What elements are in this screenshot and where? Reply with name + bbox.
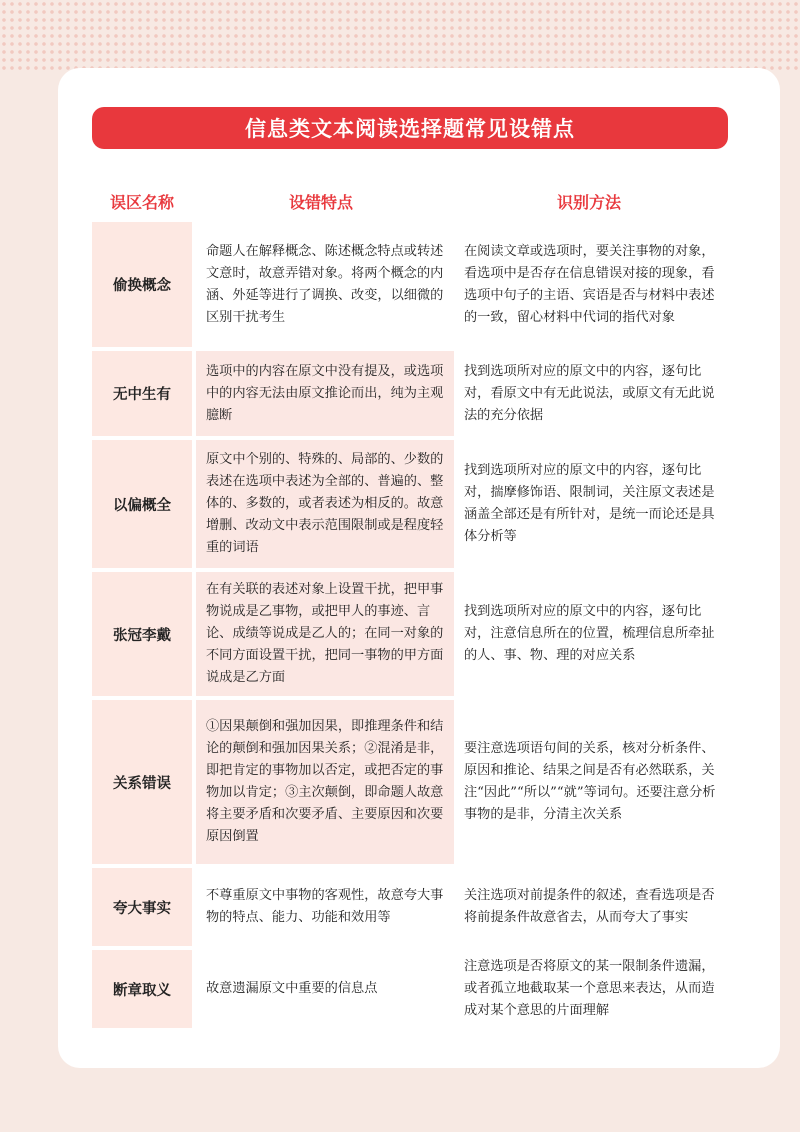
table-row	[92, 700, 728, 864]
table-header	[92, 180, 728, 222]
row-method: 找到选项所对应的原文中的内容，逐句比对，揣摩修饰语、限制词，关注原文表述是涵盖全部还是有所针对，是统一而论还是具体分析等	[454, 440, 728, 568]
table-row	[92, 950, 728, 1028]
row-features: ①因果颠倒和强加因果，即推理条件和结论的颠倒和强加因果关系；②混淆是非，即把肯定的事物加以否定，或把否定的事物加以肯定；③主次颠倒，即命题人故意将主要矛盾和次要矛盾、主要原因和次要原因倒置	[196, 700, 454, 864]
row-method: 要注意选项语句间的关系，核对分析条件、原因和推论、结果之间是否有必然联系，关注“因此”“所以”“就”等词句。还要注意分析事物的是非，分清主次关系	[454, 700, 728, 864]
page-title: 信息类文本阅读选择题常见设错点	[92, 107, 728, 149]
header-method: 识别方法	[556, 192, 621, 212]
table-row	[92, 222, 728, 347]
header-features: 设错特点	[288, 192, 353, 212]
row-method: 找到选项所对应的原文中的内容，逐句比对，注意信息所在的位置，梳理信息所牵扯的人、事、物、理的对应关系	[454, 572, 728, 696]
row-name: 偷换概念	[92, 222, 192, 347]
row-features: 在有关联的表述对象上设置干扰，把甲事物说成是乙事物，或把甲人的事迹、言论、成绩等说成是乙人的；在同一对象的不同方面设置干扰，把同一事物的甲方面说成是乙方面	[196, 572, 454, 696]
header-name: 误区名称	[109, 192, 174, 212]
table-row	[92, 440, 728, 568]
row-features: 原文中个别的、特殊的、局部的、少数的表述在选项中表述为全部的、普遍的、整体的、多数的，或者表述为相反的。故意增删、改动文中表示范围限制或是程度轻重的词语	[196, 440, 454, 568]
row-method: 找到选项所对应的原文中的内容，逐句比对，看原文中有无此说法，或原文有无此说法的充分依据	[454, 351, 728, 436]
row-method: 关注选项对前提条件的叙述，查看选项是否将前提条件故意省去，从而夸大了事实	[454, 868, 728, 946]
error-types-table	[92, 180, 728, 1032]
row-name: 无中生有	[92, 351, 192, 436]
table-row	[92, 572, 728, 696]
row-name: 断章取义	[92, 950, 192, 1028]
row-features: 选项中的内容在原文中没有提及，或选项中的内容无法由原文推论而出，纯为主观臆断	[196, 351, 454, 436]
table-row	[92, 868, 728, 946]
row-method: 注意选项是否将原文的某一限制条件遗漏，或者孤立地截取某一个意思来表达，从而造成对某个意思的片面理解	[454, 950, 728, 1028]
row-name: 关系错误	[92, 700, 192, 864]
row-name: 张冠李戴	[92, 572, 192, 696]
row-name: 以偏概全	[92, 440, 192, 568]
row-method: 在阅读文章或选项时，要关注事物的对象，看选项中是否存在信息错误对接的现象，看选项中句子的主语、宾语是否与材料中表述的一致，留心材料中代词的指代对象	[454, 222, 728, 347]
row-features: 故意遗漏原文中重要的信息点	[206, 981, 378, 996]
row-name: 夸大事实	[92, 868, 192, 946]
row-features: 命题人在解释概念、陈述概念特点或转述文意时，故意弄错对象。将两个概念的内涵、外延等进行了调换、改变，以细微的区别干扰考生	[206, 243, 444, 325]
dotted-pattern	[0, 0, 800, 70]
row-features: 不尊重原文中事物的客观性，故意夸大事物的特点、能力、功能和效用等	[206, 888, 444, 925]
table-row	[92, 351, 728, 436]
